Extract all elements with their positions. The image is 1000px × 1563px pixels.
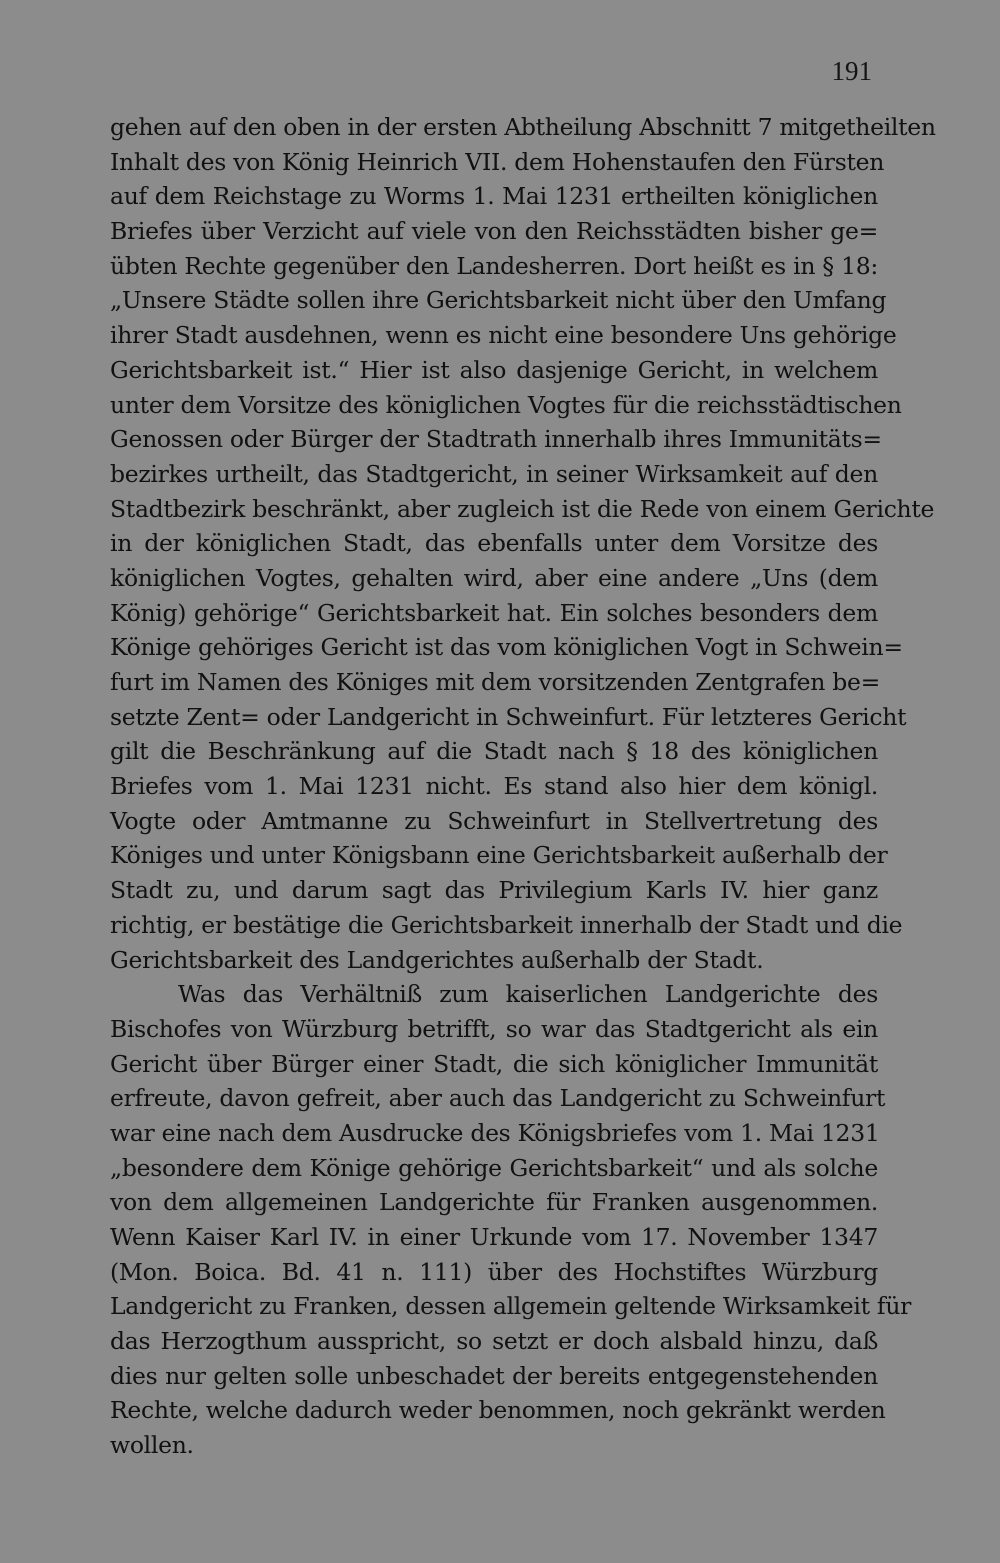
text-line: Briefes vom 1. Mai 1231 nicht. Es stand also hier dem königl. [110,772,878,801]
text-line: Gericht über Bürger einer Stadt, die sich königlicher Immunität [110,1049,878,1078]
text-line: bezirkes urtheilt, das Stadtgericht, in seiner Wirksamkeit auf den [110,459,878,488]
text-line: gilt die Beschränkung auf die Stadt nach § 18 des königlichen [110,737,878,766]
text-line: Inhalt des von König Heinrich VII. dem Hohenstaufen den Fürsten [110,147,885,176]
text-line: gehen auf den oben in der ersten Abtheilung Abschnitt 7 mitgetheilten [110,113,936,141]
paragraph-1 [110,110,936,977]
text-line: wollen. [110,1431,194,1460]
text-line: Vogte oder Amtmanne zu Schweinfurt in Stellvertretung des [110,806,878,835]
text-line: Rechte, welche dadurch weder benommen, noch gekränkt werden [110,1396,886,1425]
text-line: das Herzogthum ausspricht, so setzt er doch alsbald hinzu, daß [110,1327,878,1356]
text-line: Bischofes von Würzburg betrifft, so war das Stadtgericht als ein [110,1014,878,1043]
text-line: „Unsere Städte sollen ihre Gerichtsbarkeit nicht über den Umfang [110,286,887,315]
text-line: Was das Verhältniß zum kaiserlichen Landgerichte des [178,980,878,1009]
text-line: von dem allgemeinen Landgerichte für Franken ausgenommen. [110,1188,878,1217]
text-line: in der königlichen Stadt, das ebenfalls unter dem Vorsitze des [110,529,878,558]
text-line: König) gehörige“ Gerichtsbarkeit hat. Ein solches besonders dem [110,598,878,627]
text-line: Gerichtsbarkeit des Landgerichtes außerhalb der Stadt. [110,945,764,974]
page-number: 191 [831,56,872,86]
text-line: Stadt zu, und darum sagt das Privilegium Karls IV. hier ganz [110,876,878,905]
text-line: Wenn Kaiser Karl IV. in einer Urkunde vom 17. November 1347 [110,1223,878,1251]
text-line: dies nur gelten solle unbeschadet der bereits entgegenstehenden [110,1361,878,1390]
text-line: unter dem Vorsitze des königlichen Vogtes für die reichsstädtischen [110,390,902,419]
text-line: Landgericht zu Franken, dessen allgemein geltende Wirksamkeit für [110,1292,912,1321]
text-line: auf dem Reichstage zu Worms 1. Mai 1231 ertheilten königlichen [110,182,878,211]
text-line: Briefes über Verzicht auf viele von den Reichsstädten bisher ge= [110,217,878,246]
paragraph-2 [110,977,912,1463]
body-text [110,110,936,1463]
text-line: königlichen Vogtes, gehalten wird, aber eine andere „Uns (dem [110,563,878,592]
text-line: übten Rechte gegenüber den Landesherren. Dort heißt es in § 18: [110,251,878,280]
text-line: Gerichtsbarkeit ist.“ Hier ist also dasjenige Gericht, in welchem [110,355,878,384]
text-line: Könige gehöriges Gericht ist das vom königlichen Vogt in Schwein= [110,633,903,662]
text-line: ihrer Stadt ausdehnen, wenn es nicht eine besondere Uns gehörige [110,321,897,350]
text-line: erfreute, davon gefreit, aber auch das Landgericht zu Schweinfurt [110,1084,886,1113]
text-line: war eine nach dem Ausdrucke des Königsbriefes vom 1. Mai 1231 [110,1118,880,1147]
text-line: Stadtbezirk beschränkt, aber zugleich ist die Rede von einem Gerichte [110,494,935,523]
text-line: Genossen oder Bürger der Stadtrath innerhalb ihres Immunitäts= [110,425,882,454]
text-line: furt im Namen des Königes mit dem vorsitzenden Zentgrafen be= [110,668,881,696]
text-line: „besondere dem Könige gehörige Gerichtsbarkeit“ und als solche [110,1153,878,1182]
text-line: (Mon. Boica. Bd. 41 n. 111) über des Hochstiftes Würzburg [110,1257,878,1286]
text-line: setzte Zent= oder Landgericht in Schweinfurt. Für letzteres Gericht [110,702,907,731]
text-line: Königes und unter Königsbann eine Gerichtsbarkeit außerhalb der [110,841,888,870]
text-line: richtig, er bestätige die Gerichtsbarkeit innerhalb der Stadt und die [110,910,903,939]
